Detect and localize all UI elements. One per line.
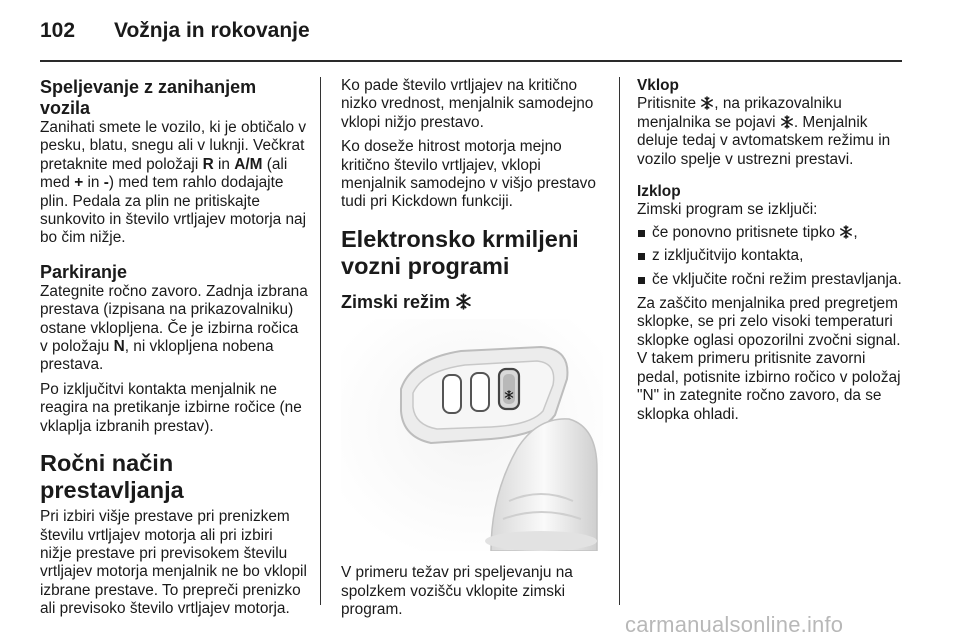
off-intro: Zimski program se izključi: <box>637 201 818 219</box>
page-number: 102 <box>40 19 76 42</box>
heading-winter-mode: Zimski režim <box>341 292 607 313</box>
column-divider-2 <box>619 77 620 605</box>
watermark: carmanualsonline.info <box>625 612 844 637</box>
snowflake-icon <box>455 293 472 310</box>
parking-paragraph-1: Zategnite ročno zavoro. Zadnja izbrana prestava (izpisana na prikazovalniku) ostane vklopljena. Če je izbirna ročica v položaju N, ni vklopljena nobena prestava. <box>40 282 308 374</box>
column-divider-1 <box>320 77 321 605</box>
column-middle <box>341 77 607 625</box>
heading-rocking: Speljevanje z zanihanjem vozila <box>40 77 257 118</box>
key-am: A/M <box>234 155 263 173</box>
gear-selector-illustration <box>341 319 603 551</box>
column-left <box>40 77 308 625</box>
off-conditions-list <box>637 224 903 289</box>
rocking-paragraph: Zanihati smete le vozilo, ki je obtičalo v pesku, blatu, snegu ali v luknji. Večkrat pretaknite med položaji R in A/M (ali med + in -) med tem rahlo dodajajte plin. Pedala za plin ne pritiskajte sunkovito in število vrtljajev motorja naj bo čim nižje. <box>40 119 307 247</box>
key-r: R <box>202 155 214 173</box>
list-item: če vključite ročni režim prestavljanja. <box>637 271 903 289</box>
key-plus: + <box>74 174 84 192</box>
column-right <box>637 77 903 430</box>
manual-mode-paragraph: Pri izbiri višje prestave pri prenizkem številu vrtljajev motorja ali pri izbiri nižje prestave pri previsokem številu vrtljajev motorja menjalnik ne bo vklopil izbrane prestave. To prepreči prenizko ali previsoko število vrtljajev motorja. <box>40 508 307 618</box>
on-paragraph: Pritisnite , na prikazovalniku menjalnika se pojavi . Menjalnik deluje tedaj v avtomatskem režimu in vozilo spelje v ustrezni prestavi. <box>637 95 891 168</box>
header-rule <box>40 60 902 62</box>
list-item: če ponovno pritisnete tipko , <box>637 224 903 242</box>
snowflake-icon <box>700 96 714 110</box>
clutch-overheat-paragraph: Za zaščito menjalnika pred pregretjem sklopke, se pri zelo visoki temperaturi sklopke oglasi opozorilni zvočni signal. V takem primeru pritisnite zavorni pedal, potisnite izbirno ročico v položaj "N" in zategnite ročno zavoro, da se sklopka ohladi. <box>637 295 901 423</box>
list-item: z izključitvijo kontakta, <box>637 247 903 265</box>
heading-off: Izklop <box>637 183 681 201</box>
snowflake-icon <box>780 115 794 129</box>
heading-on: Vklop <box>637 77 679 94</box>
downshift-paragraph: Ko pade število vrtljajev na kritično nizko vrednost, menjalnik samodejno vklopi nižjo prestavo. <box>341 77 594 131</box>
page-title: Vožnja in rokovanje <box>114 19 310 42</box>
snowflake-icon <box>839 225 853 239</box>
page-header <box>0 0 960 62</box>
parking-paragraph-2: Po izključitvi kontakta menjalnik ne reagira na pretikanje izbirne ročice (ne vklaplja izbranih prestav). <box>40 380 302 435</box>
heading-electronic-programs: Elektronsko krmiljeni vozni programi <box>341 225 579 279</box>
heading-manual-mode: Ročni način prestavljanja <box>40 450 184 504</box>
key-minus: - <box>103 174 109 192</box>
heading-parking: Parkiranje <box>40 261 128 282</box>
upshift-paragraph: Ko doseže hitrost motorja mejno kritično število vrtljajev, vklopi menjalnik samodejno v višjo prestavo tudi pri Kickdown funkciji. <box>341 138 596 211</box>
winter-mode-caption: V primeru težav pri speljevanju na spolzkem vozišču vklopite zimski program. <box>341 564 573 619</box>
key-n: N <box>113 338 125 356</box>
